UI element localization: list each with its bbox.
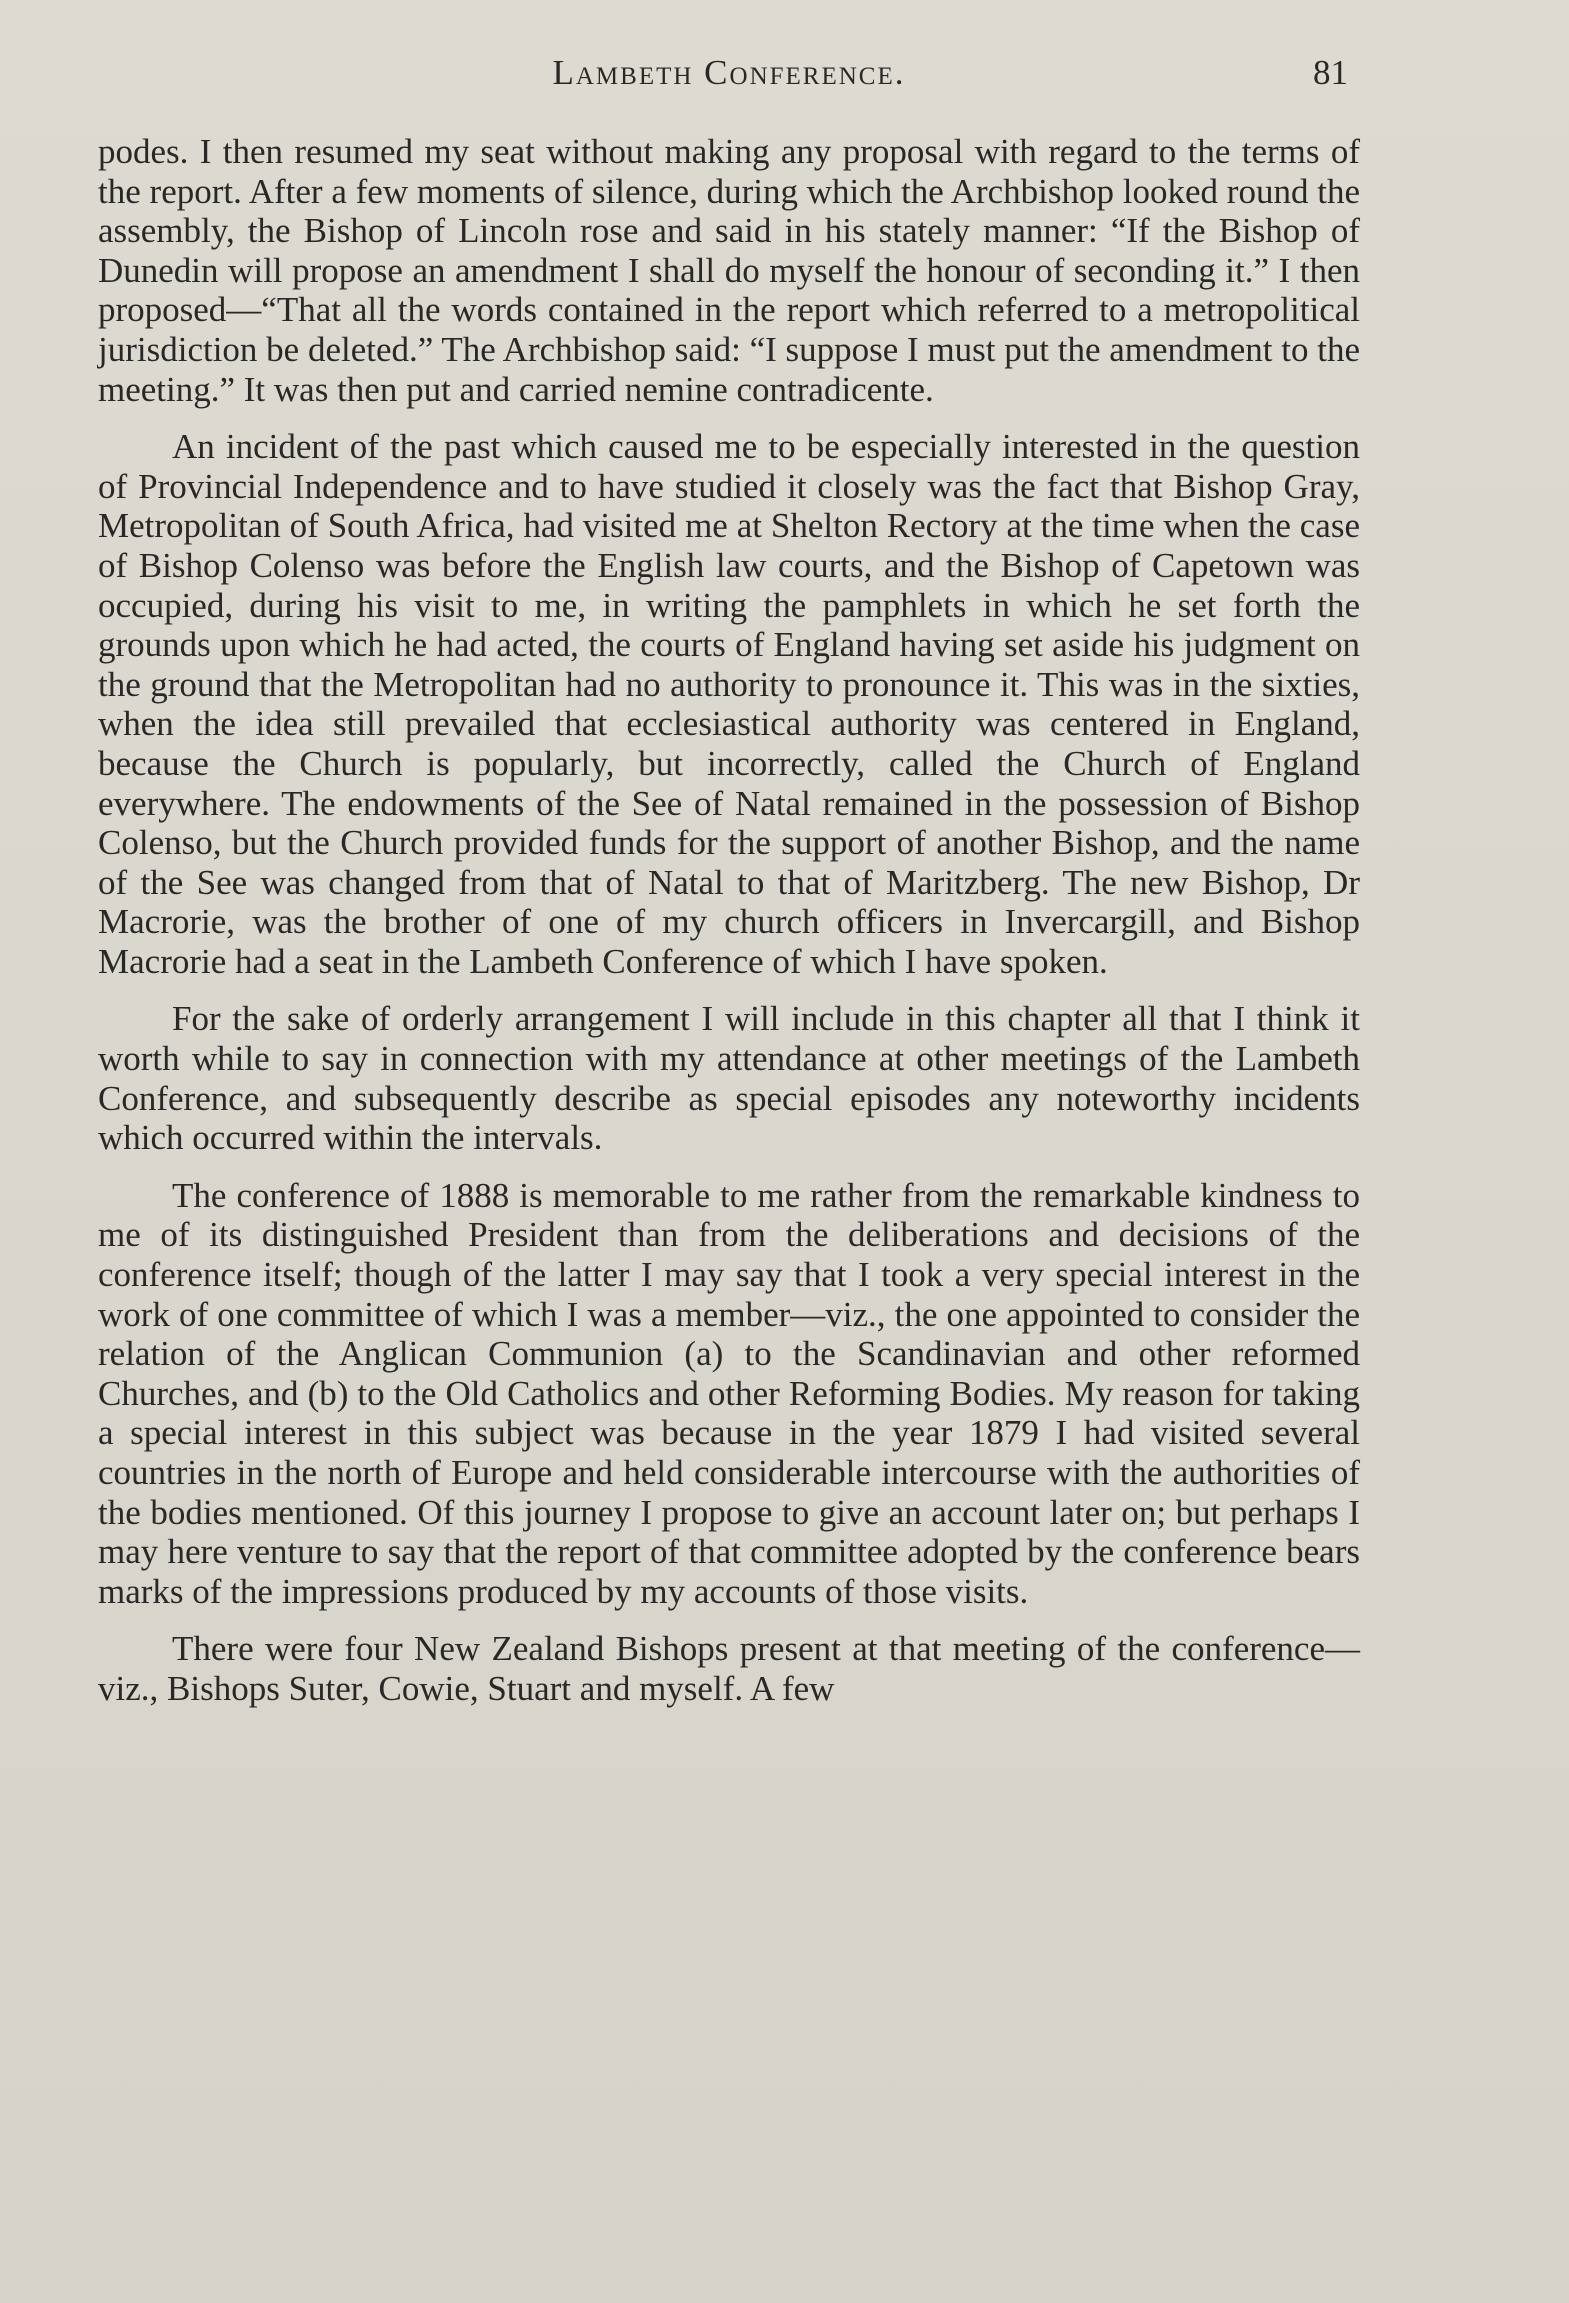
- paragraph: For the sake of orderly arrangement I will include in this chapter all that I think it worth while to say in connection with my attendance at other meetings of the Lambeth Conference, and subsequently describe as special episodes any noteworthy incidents which occurred within the intervals.: [98, 999, 1360, 1158]
- page-number: 81: [1313, 53, 1348, 92]
- running-head: [98, 48, 1360, 98]
- paragraph: The conference of 1888 is memorable to me rather from the remarkable kindness to me of its distinguished President than from the deliberations and decisions of the conference itself; though of the latter I may say that I took a very special interest in the work of one committee of which I was a member—viz., the one appointed to consider the relation of the Anglican Communion (a) to the Scandinavian and other reformed Churches, and (b) to the Old Catholics and other Reforming Bodies. My reason for taking a special interest in this subject was because in the year 1879 I had visited several countries in the north of Europe and held considerable intercourse with the authorities of the bodies mentioned. Of this journey I propose to give an account later on; but perhaps I may here venture to say that the report of that committee adopted by the conference bears marks of the impressions produced by my accounts of those visits.: [98, 1175, 1360, 1611]
- paragraph-continued: podes. I then resumed my seat without making any proposal with regard to the terms of the report. After a few moments of silence, during which the Archbishop looked round the assembly, the Bishop of Lincoln rose and said in his stately manner: “If the Bishop of Dunedin will propose an amendment I shall do myself the honour of seconding it.” I then proposed—“That all the words contained in the report which referred to a metropolitical jurisdiction be deleted.” The Archbishop said: “I suppose I must put the amendment to the meeting.” It was then put and carried nemine contradicente.: [98, 132, 1360, 409]
- running-title: Lambeth Conference.: [552, 53, 906, 92]
- paragraph: There were four New Zealand Bishops present at that meeting of the conference—viz., Bishops Suter, Cowie, Stuart and myself. A few: [98, 1629, 1360, 1708]
- paragraph: An incident of the past which caused me to be especially interested in the question of Provincial Independence and to have studied it closely was the fact that Bishop Gray, Metropolitan of South Africa, had visited me at Shelton Rectory at the time when the case of Bishop Colenso was before the English law courts, and the Bishop of Capetown was occupied, during his visit to me, in writing the pamphlets in which he set forth the grounds upon which he had acted, the courts of England having set aside his judgment on the ground that the Metropolitan had no authority to pronounce it. This was in the sixties, when the idea still prevailed that ecclesiastical authority was centered in England, because the Church is popularly, but incorrectly, called the Church of England everywhere. The endowments of the See of Natal remained in the possession of Bishop Colenso, but the Church provided funds for the support of another Bishop, and the name of the See was changed from that of Natal to that of Maritzberg. The new Bishop, Dr Macrorie, was the brother of one of my church officers in Invercargill, and Bishop Macrorie had a seat in the Lambeth Conference of which I have spoken.: [98, 427, 1360, 981]
- body-text: [98, 132, 1360, 1709]
